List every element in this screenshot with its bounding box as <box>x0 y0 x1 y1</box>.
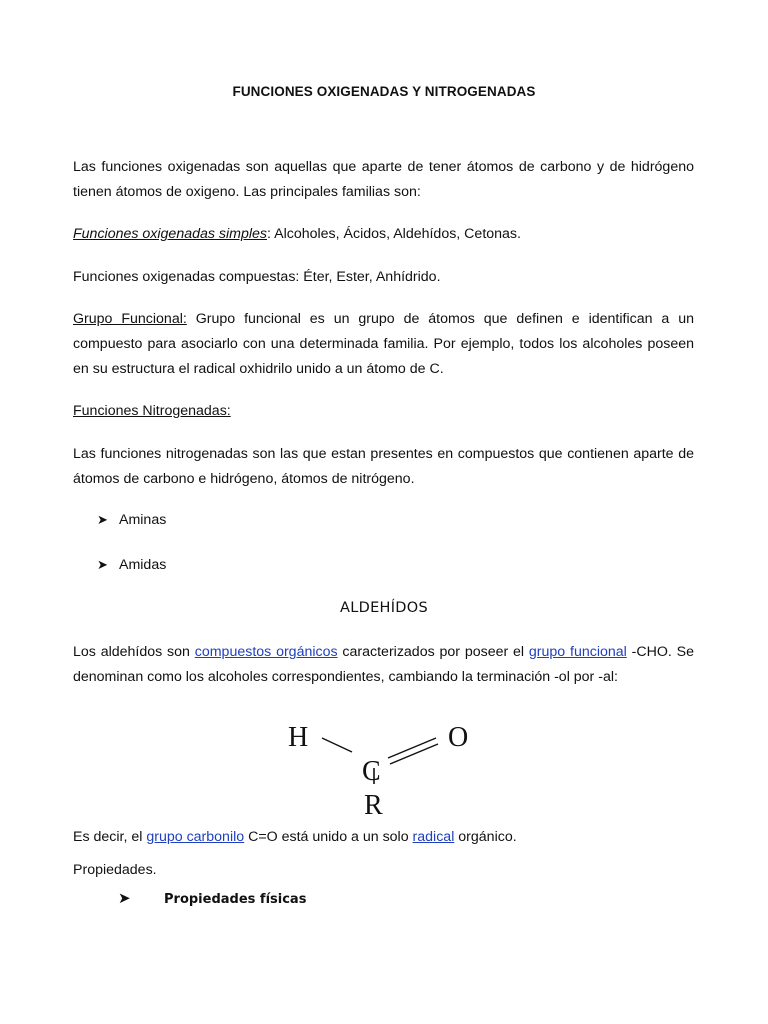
compound-functions-paragraph <box>73 265 694 290</box>
nitrogen-functions-heading <box>73 399 694 424</box>
simple-functions-paragraph <box>73 222 694 247</box>
list-item <box>118 888 306 911</box>
carbonyl-text-3: orgánico. <box>454 829 517 845</box>
aldehyde-structure-diagram <box>280 718 490 818</box>
atom-o: O <box>448 722 469 753</box>
functional-group-paragraph <box>73 307 694 382</box>
aldehydes-paragraph <box>73 640 694 690</box>
arrowhead-bullet-icon: ➤ <box>97 557 108 572</box>
list-item <box>97 509 166 531</box>
link-radical[interactable]: radical <box>412 829 455 845</box>
nitrogen-text: Las funciones nitrogenadas son las que estan presentes en compuestos que contienen aparte de átomos de carbono e hidrógeno, átomos de nitrógeno. <box>73 446 694 487</box>
properties-label-text: Propiedades. <box>73 862 157 878</box>
carbonyl-paragraph <box>73 825 694 850</box>
functional-group-label: Grupo Funcional: <box>73 311 187 327</box>
carbonyl-text-1: Es decir, el <box>73 829 147 845</box>
simple-functions-text: : Alcoholes, Ácidos, Aldehídos, Cetonas. <box>267 226 521 242</box>
link-grupo-funcional[interactable]: grupo funcional <box>528 644 627 660</box>
list-item-label: Amidas <box>119 557 167 573</box>
arrowhead-bullet-icon: ➤ <box>97 512 108 527</box>
carbonyl-text-2: C=O está unido a un solo <box>244 829 413 845</box>
functional-group-text: Grupo funcional es un grupo de átomos que definen e identifican a un compuesto para asociarlo con una determinada familia. Por ejemplo, todos los alcoholes poseen en su estructura el radical oxhidrilo unido a un átomo de C. <box>73 311 694 377</box>
link-grupo-carbonilo[interactable]: grupo carbonilo <box>146 829 245 845</box>
properties-label <box>73 858 694 883</box>
aldehydes-text-1: Los aldehídos son <box>73 644 195 660</box>
physical-properties-heading: Propiedades físicas <box>164 892 307 907</box>
aldehydes-text-2: caracterizados por poseer el <box>337 644 529 660</box>
arrowhead-bullet-icon: ➤ <box>118 890 131 907</box>
aldehydes-heading: ALDEHÍDOS <box>340 600 428 616</box>
nitrogen-paragraph <box>73 442 694 492</box>
link-compuestos-organicos[interactable]: compuestos orgánicos <box>194 644 338 660</box>
atom-h: H <box>288 722 309 753</box>
intro-text: Las funciones oxigenadas son aquellas que aparte de tener átomos de carbono y de hidrógeno tienen átomos de oxigeno. Las principales familias son: <box>73 159 694 200</box>
simple-functions-label: Funciones oxigenadas simples <box>73 226 268 242</box>
list-item <box>97 554 166 576</box>
nitrogen-heading-text: Funciones Nitrogenadas: <box>73 403 231 419</box>
compound-functions-text: Funciones oxigenadas compuestas: Éter, Ester, Anhídrido. <box>73 269 441 285</box>
atom-c: C <box>362 756 381 787</box>
aldehydes-text-3: -CHO. Se denominan como los alcoholes correspondientes, cambiando la terminación -ol por -al: <box>73 644 695 685</box>
atom-r: R <box>364 790 383 818</box>
bond-h-c <box>322 738 352 752</box>
document-title: FUNCIONES OXIGENADAS Y NITROGENADAS <box>232 84 536 99</box>
intro-paragraph <box>73 155 694 205</box>
list-item-label: Aminas <box>119 512 167 528</box>
